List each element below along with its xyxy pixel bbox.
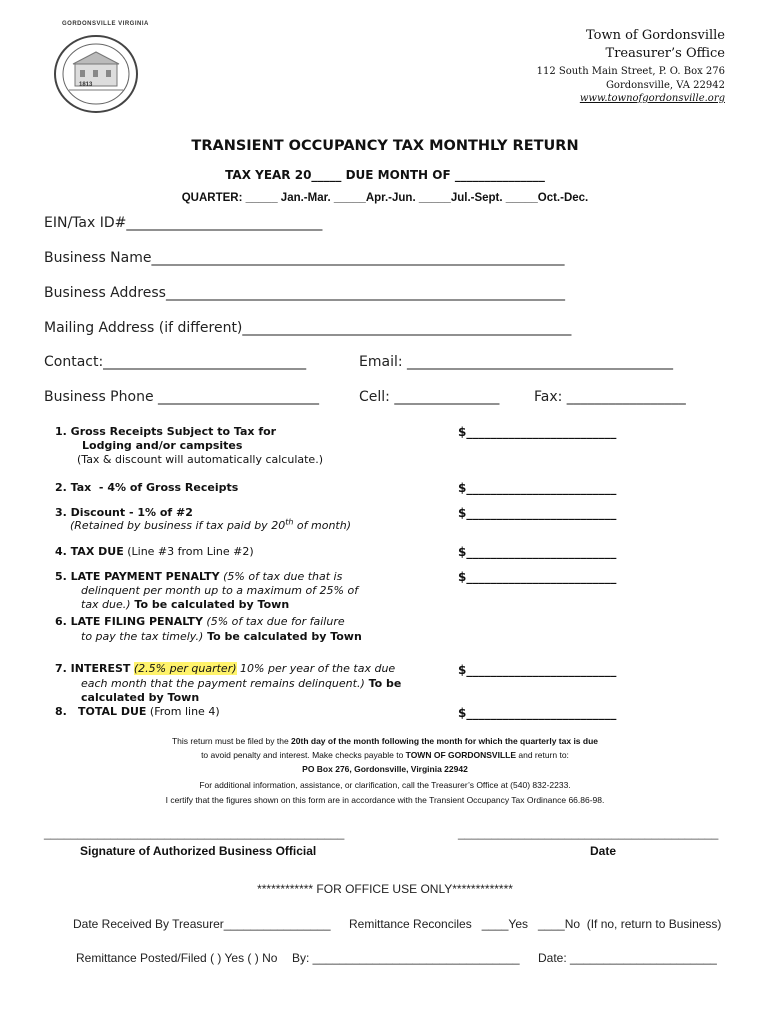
item-2-label: 2. Tax - 4% of Gross Receipts <box>55 481 239 494</box>
remittance-posted-field[interactable]: Remittance Posted/Filed ( ) Yes ( ) No <box>76 951 278 965</box>
mailing-address-note: PO Box 276, Gordonsville, Virginia 22942 <box>302 764 468 774</box>
item-3-label: 3. Discount - 1% of #2 <box>55 506 193 519</box>
signature-line[interactable]: _____________________________________________ <box>44 826 345 840</box>
item-5-amount[interactable]: $_________________________ <box>458 570 617 584</box>
town-name: Town of Gordonsville <box>585 28 725 43</box>
town-seal-icon <box>53 34 139 114</box>
item-5-label-3: tax due.) To be calculated by Town <box>81 598 290 611</box>
remittance-reconciles-field[interactable]: Remittance Reconciles ____Yes ____No (If no, return to Business) <box>349 917 722 931</box>
ein-field[interactable]: EIN/Tax ID#____________________________ <box>44 215 323 231</box>
mailing-address-field[interactable]: Mailing Address (if different)_______________________________________________ <box>44 320 572 336</box>
cell-field[interactable]: Cell: _______________ <box>359 389 500 405</box>
office-date-field[interactable]: Date: ______________________ <box>538 951 717 965</box>
address-line-1: 112 South Main Street, P. O. Box 276 <box>536 66 725 77</box>
item-6-label: 6. LATE FILING PENALTY (5% of tax due for failure <box>55 615 345 628</box>
office-name: Treasurer’s Office <box>605 46 725 61</box>
business-address-field[interactable]: Business Address_________________________________________________________ <box>44 285 565 301</box>
date-received-field[interactable]: Date Received By Treasurer________________ <box>73 917 331 931</box>
filing-note-1: This return must be filed by the 20th day of the month following the month for which the quarterly tax is due <box>171 736 599 746</box>
signature-label: Signature of Authorized Business Official <box>80 844 317 858</box>
interest-rate-highlight: (2.5% per quarter) <box>133 662 237 675</box>
date-label: Date <box>590 844 617 858</box>
item-7-amount[interactable]: $_________________________ <box>458 663 617 677</box>
item-7-label-3: calculated by Town <box>81 691 200 704</box>
business-name-field[interactable]: Business Name___________________________________________________________ <box>44 250 565 266</box>
item-4-amount[interactable]: $_________________________ <box>458 545 617 559</box>
item-8-label: TOTAL DUE (From line 4) <box>78 705 220 718</box>
email-field[interactable]: Email: ______________________________________ <box>359 354 674 370</box>
item-1-note: (Tax & discount will automatically calculate.) <box>77 453 323 466</box>
item-2-amount[interactable]: $_________________________ <box>458 481 617 495</box>
address-line-2: Gordonsville, VA 22942 <box>605 80 725 91</box>
item-7-label: 7. INTEREST (2.5% per quarter) 10% per year of the tax due <box>55 662 396 675</box>
item-5-label: 5. LATE PAYMENT PENALTY (5% of tax due that is <box>55 570 343 583</box>
contact-field[interactable]: Contact:_____________________________ <box>44 354 307 370</box>
item-7-label-2: each month that the payment remains delinquent.) To be <box>81 677 402 690</box>
item-1-amount[interactable]: $_________________________ <box>458 425 617 439</box>
filing-note-2: to avoid penalty and interest. Make checks payable to TOWN OF GORDONSVILLE and return to: <box>201 750 569 760</box>
fax-field[interactable]: Fax: _________________ <box>534 389 686 405</box>
item-5-label-2: delinquent per month up to a maximum of 25% of <box>81 584 359 597</box>
date-line[interactable]: _______________________________________ <box>458 826 719 840</box>
item-6-label-2: to pay the tax timely.) To be calculated by Town <box>81 630 362 643</box>
quarter-line[interactable]: QUARTER: _____ Jan.-Mar. _____Apr.-Jun. _____Jul.-Sept. _____Oct.-Dec. <box>181 192 589 204</box>
website-link[interactable]: www.townofgordonsville.org <box>579 93 725 104</box>
contact-note: For additional information, assistance, or clarification, call the Treasurer’s Office at (540) 832-2233. <box>199 780 571 790</box>
item-1-label-2: Lodging and/or campsites <box>82 439 243 452</box>
item-8-amount[interactable]: $_________________________ <box>458 706 617 720</box>
item-3-note: (Retained by business if tax paid by 20th of month) <box>70 517 351 532</box>
item-4-label: 4. TAX DUE (Line #3 from Line #2) <box>55 545 254 558</box>
form-title: TRANSIENT OCCUPANCY TAX MONTHLY RETURN <box>191 138 579 154</box>
by-field[interactable]: By: _______________________________ <box>292 951 520 965</box>
item-3-amount[interactable]: $_________________________ <box>458 506 617 520</box>
certification-note: I certify that the figures shown on this form are in accordance with the Transient Occupancy Tax Ordinance 66.86-98. <box>165 795 605 805</box>
item-1-label: 1. Gross Receipts Subject to Tax for <box>55 425 277 438</box>
town-seal <box>44 16 149 96</box>
tax-year-line[interactable]: TAX YEAR 20_____ DUE MONTH OF _______________ <box>225 168 545 182</box>
item-8-number: 8. <box>55 705 67 718</box>
seal-year: 1813 <box>79 82 93 88</box>
office-use-heading: ************ FOR OFFICE USE ONLY************* <box>257 882 513 896</box>
business-phone-field[interactable]: Business Phone _______________________ <box>44 389 320 405</box>
seal-top-text: GORDONSVILLE VIRGINIA <box>62 21 149 27</box>
